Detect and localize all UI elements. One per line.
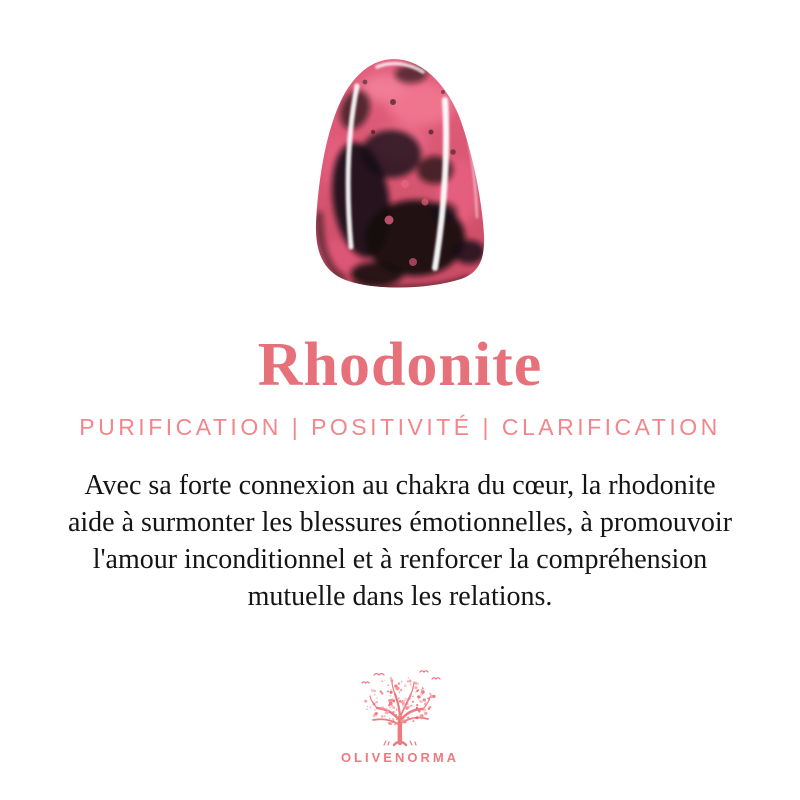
description-line: mutuelle dans les relations.: [247, 581, 553, 612]
description-text: [68, 467, 732, 615]
brand-logo: [341, 667, 459, 765]
rhodonite-stone-image: [286, 52, 514, 292]
brand-name: OLIVENORMA: [340, 750, 460, 765]
keywords-line: PURIFICATION | POSITIVITÉ | CLARIFICATION: [79, 414, 721, 440]
description-line: aide à surmonter les blessures émotionnelles, à promouvoir: [67, 507, 733, 538]
tree-logo-icon: [350, 667, 450, 747]
product-title: Rhodonite: [257, 331, 543, 399]
description-line: l'amour inconditionnel et à renforcer la compréhension: [92, 544, 708, 575]
rhodonite-stone-photo: [286, 52, 514, 292]
description-line: Avec sa forte connexion au chakra du cœur, la rhodonite: [84, 470, 716, 501]
